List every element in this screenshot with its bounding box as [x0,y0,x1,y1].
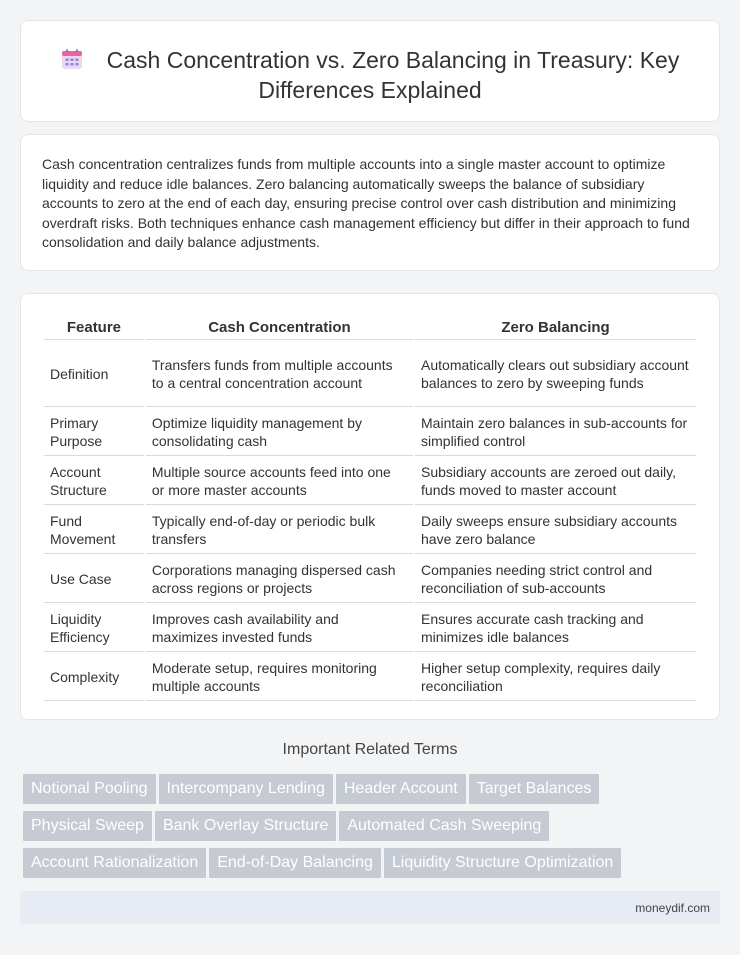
table-row [44,605,696,652]
zero-balancing-cell: Automatically clears out subsidiary account balances to zero by sweeping funds [415,342,696,407]
page-title [21,45,719,105]
table-row [44,409,696,456]
cash-concentration-cell: Typically end-of-day or periodic bulk transfers [146,507,413,554]
tag-physical-sweep[interactable]: Physical Sweep [23,811,152,841]
cash-concentration-cell: Corporations managing dispersed cash across regions or projects [146,556,413,603]
header-zero-balancing: Zero Balancing [415,316,696,340]
related-terms-list [23,774,723,885]
related-terms-heading: Important Related Terms [282,741,458,758]
cash-concentration-cell: Optimize liquidity management by consolidating cash [146,409,413,456]
table-header-row [44,316,696,340]
table-row [44,654,696,701]
table-row [44,458,696,505]
tag-account-rationalization[interactable]: Account Rationalization [23,848,206,878]
tag-header-account[interactable]: Header Account [336,774,466,804]
zero-balancing-cell: Companies needing strict control and reconciliation of sub-accounts [415,556,696,603]
table-row [44,507,696,554]
zero-balancing-cell: Subsidiary accounts are zeroed out daily, funds moved to master account [415,458,696,505]
comparison-card [20,293,720,720]
tag-row [23,848,723,885]
table-row [44,556,696,603]
tag-row [23,811,723,848]
title-line-1: Cash Concentration vs. Zero Balancing in Treasury: Key [106,47,680,73]
cash-concentration-cell: Transfers funds from multiple accounts to a central concentration account [146,342,413,407]
cash-concentration-cell: Improves cash availability and maximizes invested funds [146,605,413,652]
feature-cell: Account Structure [44,458,144,505]
feature-cell: Fund Movement [44,507,144,554]
tag-target-balances[interactable]: Target Balances [469,774,600,804]
zero-balancing-cell: Ensures accurate cash tracking and minimizes idle balances [415,605,696,652]
calendar-icon [61,47,83,69]
feature-cell: Complexity [44,654,144,701]
zero-balancing-cell: Daily sweeps ensure subsidiary accounts have zero balance [415,507,696,554]
tag-row [23,774,723,811]
feature-cell: Use Case [44,556,144,603]
feature-cell: Primary Purpose [44,409,144,456]
header-cash-concentration: Cash Concentration [146,316,413,340]
title-card [20,20,720,122]
tag-automated-cash-sweeping[interactable]: Automated Cash Sweeping [339,811,549,841]
cash-concentration-cell: Multiple source accounts feed into one or more master accounts [146,458,413,505]
tag-intercompany-lending[interactable]: Intercompany Lending [159,774,333,804]
tag-liquidity-structure-optimization[interactable]: Liquidity Structure Optimization [384,848,621,878]
feature-cell: Liquidity Efficiency [44,605,144,652]
title-line-2: Differences Explained [258,77,482,103]
table-row [44,342,696,407]
tag-end-of-day-balancing[interactable]: End-of-Day Balancing [209,848,381,878]
cash-concentration-cell: Moderate setup, requires monitoring multiple accounts [146,654,413,701]
comparison-table [42,314,698,703]
feature-cell: Definition [44,342,144,407]
tag-notional-pooling[interactable]: Notional Pooling [23,774,156,804]
footer-site-link[interactable]: moneydif.com [635,901,710,915]
intro-paragraph: Cash concentration centralizes funds from multiple accounts into a single master account to optimize liquidity and reduce idle balances. Zero balancing automatically sweeps the balance of subsidiary accounts to zero at the end of each day, ensuring precise control over cash distribution and minimizing overdraft risks. Both techniques enhance cash management efficiency but differ in their approach to fund consolidation and daily balance adjustments. [42,156,690,251]
zero-balancing-cell: Maintain zero balances in sub-accounts for simplified control [415,409,696,456]
zero-balancing-cell: Higher setup complexity, requires daily reconciliation [415,654,696,701]
header-feature: Feature [44,316,144,340]
tag-bank-overlay-structure[interactable]: Bank Overlay Structure [155,811,336,841]
intro-card [20,134,720,271]
footer [20,891,720,924]
